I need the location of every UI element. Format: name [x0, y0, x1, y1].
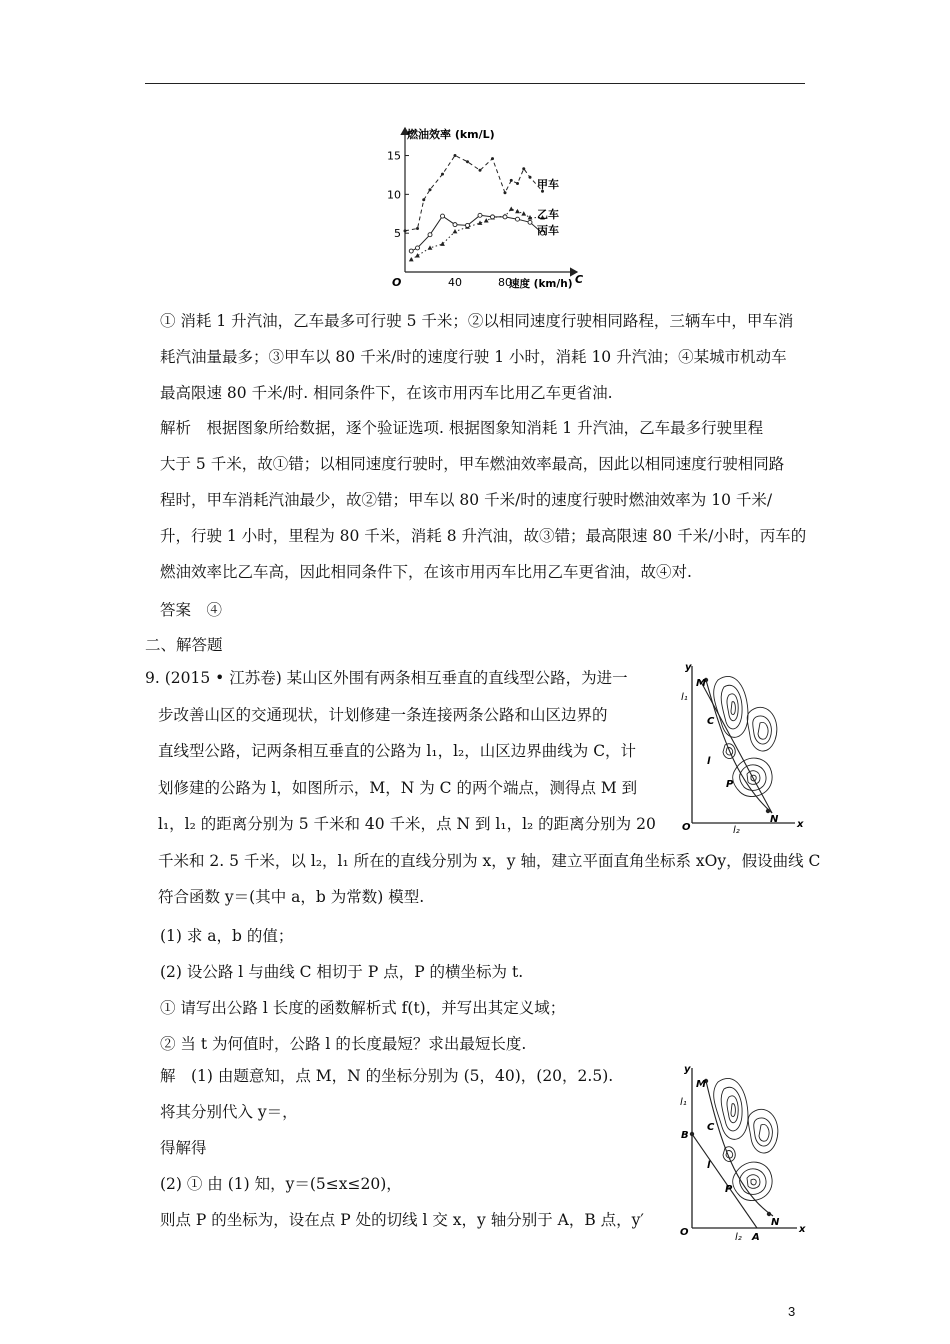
answer: 答案 ④ — [160, 601, 223, 619]
data-point — [516, 182, 519, 185]
fig2-P-label: P — [725, 1184, 733, 1195]
data-point — [510, 179, 513, 182]
fig1-P-label: P — [726, 779, 734, 790]
legend-label-bing: 丙车 — [537, 224, 559, 237]
fig2-C-label: C — [707, 1122, 715, 1133]
y-tick-label: 15 — [387, 149, 401, 163]
x-axis-end-label: C — [575, 273, 584, 286]
data-point — [429, 188, 432, 191]
fig2-A-label: A — [752, 1232, 760, 1243]
data-point — [428, 245, 433, 249]
fig2-M-label: M — [696, 1079, 706, 1090]
series-line-0 — [405, 156, 543, 231]
subquestions — [160, 918, 565, 1062]
data-point — [516, 217, 520, 221]
x-tick-label: 80 — [498, 276, 512, 289]
fig2-N-label: N — [771, 1217, 780, 1228]
solution-line: 则点 P 的坐标为，设在点 P 处的切线 l 交 x，y 轴分别于 A，B 点，y′ — [160, 1211, 644, 1229]
analysis-line: 升，行驶 1 小时，里程为 80 千米，消耗 8 升汽油，故③错；最高限速 80 千米/小时，丙车的 — [160, 527, 807, 545]
legend-label-jia: 甲车 — [537, 178, 559, 191]
analysis-line: 程时，甲车消耗汽油最少，故②错；甲车以 80 千米/时的速度行驶时燃油效率为 10 千米/ — [160, 491, 773, 509]
data-point — [491, 215, 495, 219]
statement-line: ① 消耗 1 升汽油，乙车最多可行驶 5 千米；②以相同速度行驶相同路程，三辆车中，甲车消 — [160, 312, 794, 330]
series-layer — [404, 154, 545, 261]
analysis-line: 燃油效率比乙车高，因此相同条件下，在该市用丙车比用乙车更省油，故④对. — [160, 563, 692, 581]
data-point — [491, 157, 494, 160]
x-axis-label: 速度 (km/h) — [509, 278, 573, 290]
problem-line: l₁，l₂ 的距离分别为 5 千米和 40 千米，点 N 到 l₁，l₂ 的距离分别为 20 — [158, 815, 656, 833]
data-point — [484, 218, 489, 222]
problem-line: 直线型公路，记两条相互垂直的公路为 l₁，l₂，山区边界曲线为 C，计 — [158, 742, 637, 760]
fig1-y-label: y — [685, 662, 692, 673]
x-tick-labels — [448, 276, 512, 289]
data-point — [478, 213, 482, 217]
analysis — [160, 410, 806, 590]
chart-title: 燃油效率 (km/L) — [407, 128, 495, 141]
data-point — [409, 249, 413, 253]
subquestion-line: (2) 设公路 l 与曲线 C 相切于 P 点，P 的横坐标为 t. — [160, 963, 524, 981]
data-point — [416, 227, 419, 230]
origin-label: O — [392, 276, 402, 289]
data-point — [454, 154, 457, 157]
solution-line: (2) ① 由 (1) 知，y＝(5≤x≤20)， — [160, 1175, 402, 1193]
data-point — [409, 257, 414, 261]
solution-line: 将其分别代入 y＝， — [160, 1103, 298, 1121]
data-point — [528, 220, 532, 224]
fig2-x-label: x — [799, 1224, 806, 1235]
problem-line: 千米和 2. 5 千米，以 l₂，l₁ 所在的直线分别为 x，y 轴，建立平面直角坐标系 xOy，假设曲线 C — [158, 851, 821, 870]
analysis-line: 解析 根据图象所给数据，逐个验证选项. 根据图象知消耗 1 升汽油，乙车最多行驶里程 — [160, 419, 764, 437]
statement-line: 耗汽油量最多；③甲车以 80 千米/时的速度行驶 1 小时，消耗 10 升汽油；④某城市机动车 — [160, 348, 787, 366]
fig1-N-label: N — [770, 814, 779, 825]
fig2-origin-label: O — [680, 1227, 689, 1238]
data-point — [522, 167, 525, 170]
fig1-l1-label: l₁ — [681, 692, 688, 703]
data-point — [453, 223, 457, 227]
data-point — [416, 246, 420, 250]
y-tick-labels — [387, 150, 409, 241]
data-point — [415, 253, 420, 257]
data-point — [422, 198, 425, 201]
mountain-road-figure-2 — [675, 1060, 810, 1245]
subquestion-line: ② 当 t 为何值时，公路 l 的长度最短？求出最短长度. — [160, 1035, 527, 1053]
data-point — [466, 223, 470, 227]
data-point — [440, 241, 445, 245]
fig1-l2-label: l₂ — [733, 825, 740, 836]
mountain-road-figure-1 — [680, 660, 810, 840]
data-point — [453, 229, 458, 233]
fig2-B-label: B — [681, 1130, 689, 1141]
problem-line: 划修建的公路为 l，如图所示，M，N 为 C 的两个端点，测得点 M 到 — [158, 778, 638, 797]
solution — [160, 1058, 644, 1238]
fuel-efficiency-chart — [385, 120, 600, 295]
data-point — [441, 173, 444, 176]
subquestion-line: ① 请写出公路 l 长度的函数解析式 f(t)，并写出其定义域； — [160, 999, 566, 1017]
data-point — [504, 191, 507, 194]
data-point — [428, 233, 432, 237]
data-point — [441, 214, 445, 218]
data-point — [515, 209, 520, 213]
problem-line: 符合函数 y＝(其中 a，b 为常数) 模型. — [158, 888, 425, 906]
y-tick-label: 5 — [394, 227, 401, 241]
analysis-line: 大于 5 千米，故①错；以相同速度行驶时，甲车燃油效率最高，因此以相同速度行驶相同路 — [160, 455, 785, 473]
legend-label-yi: 乙车 — [537, 208, 559, 221]
statement-line: 最高限速 80 千米/时. 相同条件下，在该市用丙车比用乙车更省油. — [160, 384, 613, 402]
solution-line: 得解得 — [160, 1139, 207, 1157]
fig1-M-label: M — [696, 678, 706, 689]
data-point — [509, 207, 514, 211]
subquestion-line: (1) 求 a，b 的值； — [160, 927, 294, 945]
section-title: 二、解答题 — [145, 636, 223, 654]
data-point — [529, 176, 532, 179]
fig1-origin-label: O — [682, 822, 691, 833]
header-rule — [145, 83, 805, 84]
fig2-l2-label: l₂ — [735, 1232, 742, 1243]
problem-line: 9. (2015 • 江苏卷) 某山区外围有两条相互垂直的直线型公路，为进一 — [145, 669, 628, 687]
problem-line: 步改善山区的交通现状，计划修建一条连接两条公路和山区边界的 — [158, 705, 608, 724]
solution-line: 解 (1) 由题意知，点 M，N 的坐标分别为 (5，40)，(20，2.5). — [160, 1067, 614, 1085]
data-point — [479, 169, 482, 172]
fig2-y-label: y — [684, 1064, 691, 1075]
data-point — [466, 160, 469, 163]
fig1-l-label: l — [707, 756, 711, 767]
data-point — [404, 229, 407, 232]
fig2-l-label: l — [707, 1160, 711, 1171]
y-tick-label: 10 — [387, 188, 401, 202]
fig1-C-label: C — [707, 716, 715, 727]
fig2-l1-label: l₁ — [680, 1097, 687, 1108]
data-point — [503, 215, 507, 219]
statements — [160, 303, 793, 411]
fig1-x-label: x — [797, 819, 804, 830]
x-tick-label: 40 — [448, 276, 462, 289]
data-point — [521, 211, 526, 215]
page-number: 3 — [788, 1304, 796, 1319]
